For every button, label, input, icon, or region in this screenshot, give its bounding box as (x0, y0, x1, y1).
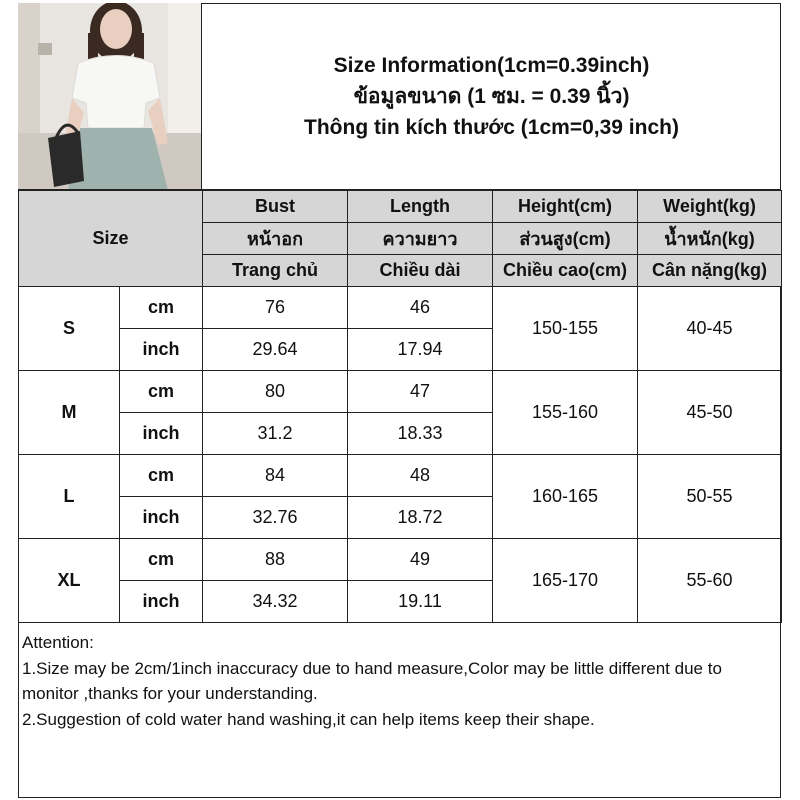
col-weight-vi: Cân nặng(kg) (638, 255, 782, 287)
col-length-vi: Chiều dài (348, 255, 493, 287)
length-cm-cell: 47 (348, 371, 493, 413)
bust-inch-cell: 31.2 (203, 413, 348, 455)
col-length-en: Length (348, 191, 493, 223)
bust-cm-cell: 80 (203, 371, 348, 413)
bust-cm-cell: 88 (203, 539, 348, 581)
bust-inch-cell: 29.64 (203, 329, 348, 371)
unit-cm: cm (120, 455, 203, 497)
size-l-label: L (19, 455, 120, 539)
size-m-label: M (19, 371, 120, 455)
attention-line-1: 1.Size may be 2cm/1inch inaccuracy due to hand measure,Color may be little different due to monitor ,thanks for your understanding. (22, 658, 722, 703)
attention-title: Attention: (22, 633, 94, 652)
model-photo-illustration (18, 3, 202, 190)
length-inch-cell: 17.94 (348, 329, 493, 371)
bust-cm-cell: 84 (203, 455, 348, 497)
unit-inch: inch (120, 581, 203, 623)
height-cell: 160-165 (493, 455, 638, 539)
size-table (18, 190, 782, 623)
weight-cell: 45-50 (638, 371, 782, 455)
length-cm-cell: 48 (348, 455, 493, 497)
weight-cell: 40-45 (638, 287, 782, 371)
unit-cm: cm (120, 287, 203, 329)
size-header-cell: Size (19, 191, 203, 287)
unit-inch: inch (120, 413, 203, 455)
weight-cell: 50-55 (638, 455, 782, 539)
col-bust-th: หน้าอก (203, 223, 348, 255)
col-height-th: ส่วนสูง(cm) (493, 223, 638, 255)
size-info-title-th: ข้อมูลขนาด (1 ซม. = 0.39 นิ้ว) (353, 84, 630, 108)
height-cell: 155-160 (493, 371, 638, 455)
col-bust-vi: Trang chủ (203, 255, 348, 287)
length-inch-cell: 18.72 (348, 497, 493, 539)
unit-inch: inch (120, 329, 203, 371)
unit-cm: cm (120, 371, 203, 413)
weight-cell: 55-60 (638, 539, 782, 623)
product-photo (18, 3, 202, 190)
size-info-header (202, 3, 781, 190)
length-cm-cell: 49 (348, 539, 493, 581)
bust-inch-cell: 34.32 (203, 581, 348, 623)
height-cell: 150-155 (493, 287, 638, 371)
length-cm-cell: 46 (348, 287, 493, 329)
col-bust-en: Bust (203, 191, 348, 223)
col-weight-th: น้ำหนัก(kg) (638, 223, 782, 255)
length-inch-cell: 19.11 (348, 581, 493, 623)
size-s-label: S (19, 287, 120, 371)
col-height-en: Height(cm) (493, 191, 638, 223)
size-info-title-vi: Thông tin kích thước (1cm=0,39 inch) (304, 115, 679, 139)
attention-line-2: 2.Suggestion of cold water hand washing,it can help items keep their shape. (22, 709, 595, 729)
unit-inch: inch (120, 497, 203, 539)
bust-cm-cell: 76 (203, 287, 348, 329)
col-length-th: ความยาว (348, 223, 493, 255)
col-weight-en: Weight(kg) (638, 191, 782, 223)
size-xl-label: XL (19, 539, 120, 623)
size-info-title-en: Size Information(1cm=0.39inch) (333, 53, 650, 77)
attention-notes (18, 628, 781, 798)
length-inch-cell: 18.33 (348, 413, 493, 455)
unit-cm: cm (120, 539, 203, 581)
bust-inch-cell: 32.76 (203, 497, 348, 539)
col-height-vi: Chiều cao(cm) (493, 255, 638, 287)
height-cell: 165-170 (493, 539, 638, 623)
